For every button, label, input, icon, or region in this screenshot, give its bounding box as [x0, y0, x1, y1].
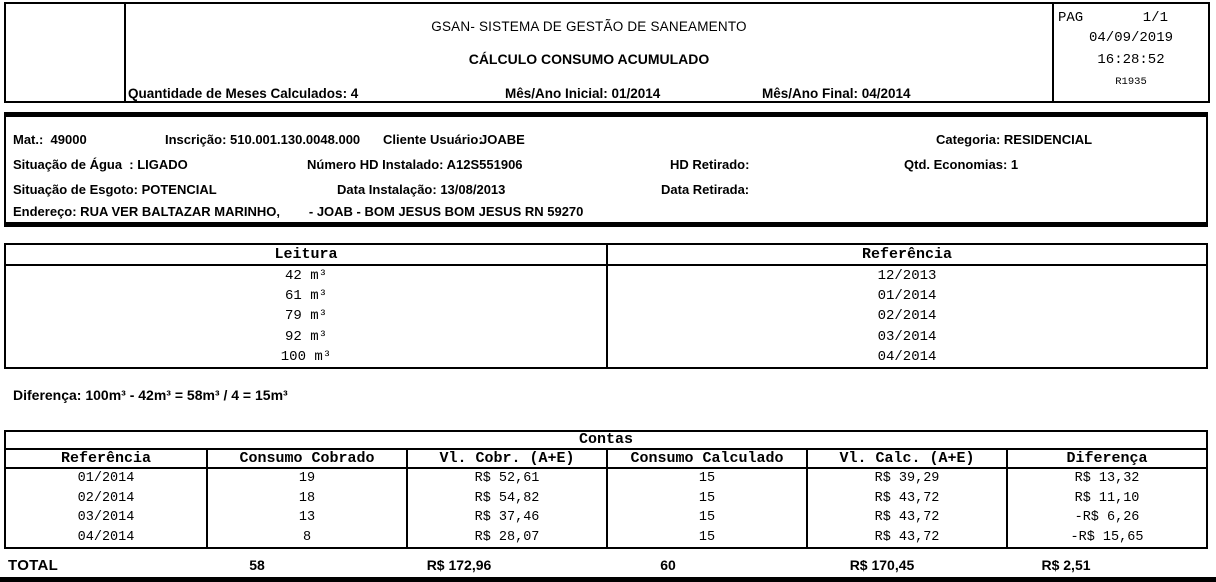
bills-table-grid — [6, 450, 1206, 547]
months-calculated: Quantidade de Meses Calculados: 4 — [128, 86, 359, 101]
bill-cell: 13 — [206, 508, 406, 528]
report-date: 04/09/2019 — [1088, 30, 1173, 46]
bill-cell: 04/2014 — [77, 529, 135, 545]
data-retirada: Data Retirada: — [661, 182, 750, 197]
logo-placeholder — [6, 4, 126, 101]
col-header-consumo-cobrado: Consumo Cobrado — [206, 450, 406, 469]
col-header-consumo-calculado: Consumo Calculado — [606, 450, 806, 469]
total-vl-calculado: R$ 170,45 — [849, 557, 915, 573]
bill-cell: R$ 13,32 — [1006, 469, 1206, 489]
col-header-diferenca: Diferença — [1006, 450, 1206, 469]
bill-cell: 8 — [206, 528, 406, 548]
bill-cell: 03/2014 — [77, 510, 135, 525]
bill-cell: R$ 54,82 — [406, 489, 606, 509]
month-year-initial: Mês/Ano Inicial: 01/2014 — [505, 86, 661, 101]
report-title: CÁLCULO CONSUMO ACUMULADO — [468, 51, 710, 67]
bill-cell: R$ 37,46 — [406, 508, 606, 528]
hd-retirado: HD Retirado: — [670, 157, 750, 172]
total-label: TOTAL — [8, 557, 59, 574]
readings-table — [4, 243, 1208, 369]
bills-table — [4, 430, 1208, 549]
col-header-vl-cobrado: Vl. Cobr. (A+E) — [406, 450, 606, 469]
difference-formula: Diferença: 100m³ - 42m³ = 58m³ / 4 = 15m³ — [13, 387, 288, 403]
page-label: PAG — [1058, 10, 1084, 26]
bill-cell: R$ 43,72 — [806, 528, 1006, 548]
month-year-final: Mês/Ano Final: 04/2014 — [762, 86, 911, 101]
col-header-referencia: Referência — [6, 450, 206, 469]
reading-ref: 04/2014 — [606, 347, 1206, 367]
reading-value: 100 m³ — [280, 348, 332, 365]
readings-col-header: Leitura — [6, 245, 606, 266]
situacao-esgoto: Situação de Esgoto: POTENCIAL — [13, 182, 217, 197]
reading-ref: 02/2014 — [606, 306, 1206, 326]
bill-cell: -R$ 15,65 — [1006, 528, 1206, 548]
bill-cell: 15 — [606, 528, 806, 548]
reading-ref: 01/2014 — [606, 286, 1206, 306]
cliente-usuario-value: JOABE — [480, 132, 525, 147]
report-header — [4, 2, 1210, 103]
reading-ref: 12/2013 — [606, 266, 1206, 286]
bill-cell: R$ 52,61 — [406, 469, 606, 489]
total-diferenca: R$ 2,51 — [1041, 557, 1091, 573]
report-title-area — [126, 4, 1052, 101]
qtd-economias: Qtd. Economias: 1 — [904, 157, 1019, 172]
total-consumo-cobrado: 58 — [249, 557, 265, 573]
bills-table-title: Contas — [6, 432, 1206, 450]
reading-value: 79 m³ — [284, 308, 327, 325]
reference-col-header: Referência — [606, 245, 1206, 266]
situacao-agua: Situação de Água : LIGADO — [13, 157, 188, 172]
reading-value: 42 m³ — [284, 268, 327, 284]
client-info-box — [4, 112, 1208, 227]
page-number-row — [1054, 4, 1208, 26]
page-info-box — [1052, 4, 1208, 101]
bill-cell: 15 — [606, 489, 806, 509]
system-title: GSAN- SISTEMA DE GESTÃO DE SANEAMENTO — [431, 19, 747, 34]
reading-ref: 03/2014 — [606, 327, 1206, 347]
bill-cell: R$ 43,72 — [806, 489, 1006, 509]
bill-cell: 19 — [206, 469, 406, 489]
cliente-usuario-label: Cliente Usuário: — [383, 132, 483, 147]
col-header-vl-calculado: Vl. Calc. (A+E) — [806, 450, 1006, 469]
bill-cell: R$ 28,07 — [406, 528, 606, 548]
bill-cell: 15 — [606, 469, 806, 489]
bill-cell: R$ 39,29 — [806, 469, 1006, 489]
matricula: Mat.: 49000 — [13, 132, 87, 147]
categoria: Categoria: RESIDENCIAL — [936, 132, 1093, 147]
reading-value: 92 m³ — [284, 328, 327, 345]
bill-cell: -R$ 6,26 — [1006, 508, 1206, 528]
bill-cell: 15 — [606, 508, 806, 528]
inscricao: Inscrição: 510.001.130.0048.000 — [165, 132, 361, 147]
reading-value: 61 m³ — [284, 288, 327, 305]
total-vl-cobrado: R$ 172,96 — [426, 557, 492, 573]
bill-cell: 18 — [206, 489, 406, 509]
bill-cell: R$ 43,72 — [806, 508, 1006, 528]
page-number: 1/1 — [1142, 10, 1168, 26]
data-instalacao: Data Instalação: 13/08/2013 — [337, 182, 506, 197]
bill-cell: R$ 11,10 — [1006, 489, 1206, 509]
total-row — [0, 557, 1216, 575]
numero-hd-instalado: Número HD Instalado: A12S551906 — [307, 157, 523, 172]
report-code: R1935 — [1115, 76, 1147, 88]
total-consumo-calculado: 60 — [660, 557, 676, 573]
bill-cell: 01/2014 — [77, 471, 135, 486]
page-bottom-edge — [0, 577, 1216, 582]
bill-cell: 02/2014 — [77, 490, 135, 506]
endereco: Endereço: RUA VER BALTAZAR MARINHO, - JOAB - BOM JESUS BOM JESUS RN 59270 — [13, 204, 584, 219]
report-time: 16:28:52 — [1097, 52, 1165, 68]
